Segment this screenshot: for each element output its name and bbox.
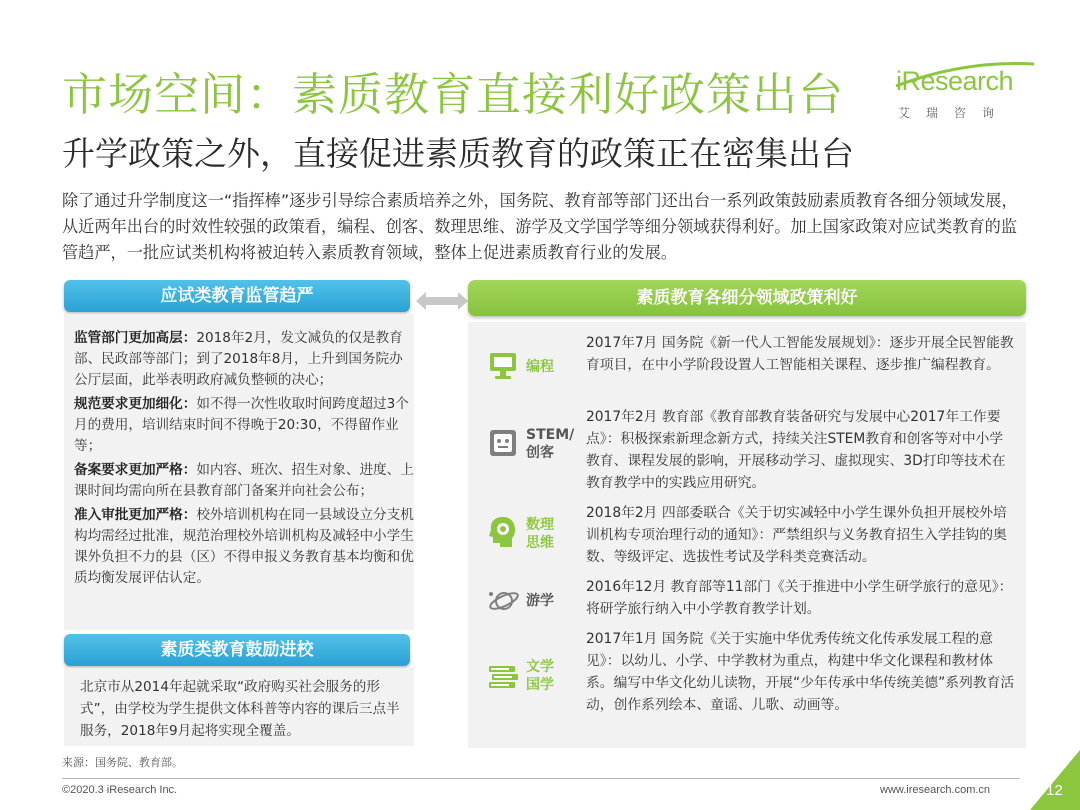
regulation-item-title: 备案要求更加严格：	[74, 462, 197, 478]
robot-icon	[486, 426, 520, 460]
regulation-item-text: 校外培训机构在同一县域设立分支机构均需经过批准，规范治理校外培训机构及减轻中小学生课外负担不力的县（区）不得申报义务教育基本均衡和优质均衡发展评估认定。	[74, 507, 414, 586]
policy-row-label: STEM/创客	[526, 427, 575, 461]
quality-in-school-header: 素质类教育鼓励进校	[64, 634, 410, 666]
regulation-item-title: 规范要求更加细化：	[74, 396, 197, 412]
copyright: ©2020.3 iResearch Inc.	[62, 784, 178, 796]
monitor-icon	[486, 348, 520, 382]
regulation-item-text: 2018年2月，发文减负的仅是教育部、民政部等部门；到了2018年8月，上升到国务院办公厅层面，此举表明政府减负整顿的决心；	[74, 330, 403, 388]
policy-row-text: 2017年2月 教育部《教育部教育装备研究与发展中心2017年工作要点》：积极探索新理念新方式，持续关注STEM教育和创客等对中小学教育、课程发展的影响，开展移动学习、虚拟现实、3D打印等技术在教育教学中的实践应用研究。	[586, 409, 1006, 491]
policy-row-text: 2017年7月 国务院《新一代人工智能发展规划》：逐步开展全民智能教育项目，在中小学阶段设置人工智能相关课程、逐步推广编程教育。	[586, 335, 1014, 373]
quality-in-school-text: 北京市从2014年起就采取“政府购买社会服务的形式”，由学校为学生提供文体科普等内容的课后三点半服务，2018年9月起将实现全覆盖。	[80, 679, 400, 739]
regulation-item-title: 监管部门更加高层：	[74, 330, 197, 346]
policy-row-text: 2018年2月 四部委联合《关于切实减轻中小学生课外负担开展校外培训机构专项治理行动的通知》：严禁组织与义务教育招生入学挂钩的奥数、等级评定、选拔性考试及学科类竞赛活动。	[586, 505, 1007, 565]
logo-chinese: 艾瑞咨询	[898, 106, 1011, 120]
intro-paragraph: 除了通过升学制度这一“指挥棒”逐步引导综合素质培养之外，国务院、教育部等部门还出台一系列政策鼓励素质教育各细分领域发展，从近两年出台的时效性较强的政策看，编程、创客、数理思维、游学及文学国学等细分领域获得利好。加上国家政策对应试类教育的监管趋严，一批应试类机构将被迫转入素质教育领域，整体上促进素质教育行业的发展。	[62, 191, 1018, 262]
footer-divider	[62, 778, 1020, 779]
books-icon	[486, 660, 520, 694]
page-title: 市场空间：素质教育直接利好政策出台	[62, 68, 845, 121]
logo-wordmark: iResearch	[896, 66, 1014, 96]
regulation-item	[74, 460, 416, 502]
policy-row-text: 2017年1月 国务院《关于实施中华优秀传统文化传承发展工程的意见》：以幼儿、小学、中学教材为重点，构建中华文化课程和教材体系。编写中华文化幼儿读物，开展“少年传承中华传统美德”系列教育活动，创作系列绘本、童谣、儿歌、动画等。	[586, 631, 1015, 713]
exam-regulation-header: 应试类教育监管趋严	[64, 280, 410, 312]
regulation-item	[74, 394, 416, 457]
double-arrow-icon	[416, 290, 468, 312]
exam-regulation-list	[74, 328, 416, 592]
policy-row-label: 数理思维	[526, 517, 554, 551]
page-subtitle: 升学政策之外，直接促进素质教育的政策正在密集出台	[62, 134, 854, 173]
page-number: 12	[1046, 782, 1063, 799]
policy-row-text: 2016年12月 教育部等11部门《关于推进中小学生研学旅行的意见》：将研学旅行纳入中小学教育教学计划。	[586, 579, 1013, 617]
brain-gear-icon	[486, 514, 520, 548]
source-note: 来源：国务院、教育部。	[62, 756, 183, 769]
regulation-item	[74, 328, 416, 391]
planet-icon	[486, 584, 520, 618]
iresearch-logo	[896, 62, 1036, 132]
policy-row-label: 编程	[526, 359, 554, 375]
regulation-item	[74, 505, 416, 589]
website-url: www.iresearch.com.cn	[880, 784, 991, 796]
page-corner-icon	[1030, 750, 1080, 810]
regulation-item-text: 如不得一次性收取时间跨度超过3个月的费用，培训结束时间不得晚于20:30，不得留作业等；	[74, 396, 409, 454]
regulation-item-text: 如内容、班次、招生对象、进度、上课时间均需向所在县教育部门备案并向社会公布；	[74, 462, 414, 499]
policy-row-label: 游学	[526, 593, 554, 609]
policy-row-label: 文学国学	[526, 659, 554, 693]
policy-benefits-header: 素质教育各细分领域政策利好	[468, 280, 1026, 316]
regulation-item-title: 准入审批更加严格：	[74, 507, 197, 523]
